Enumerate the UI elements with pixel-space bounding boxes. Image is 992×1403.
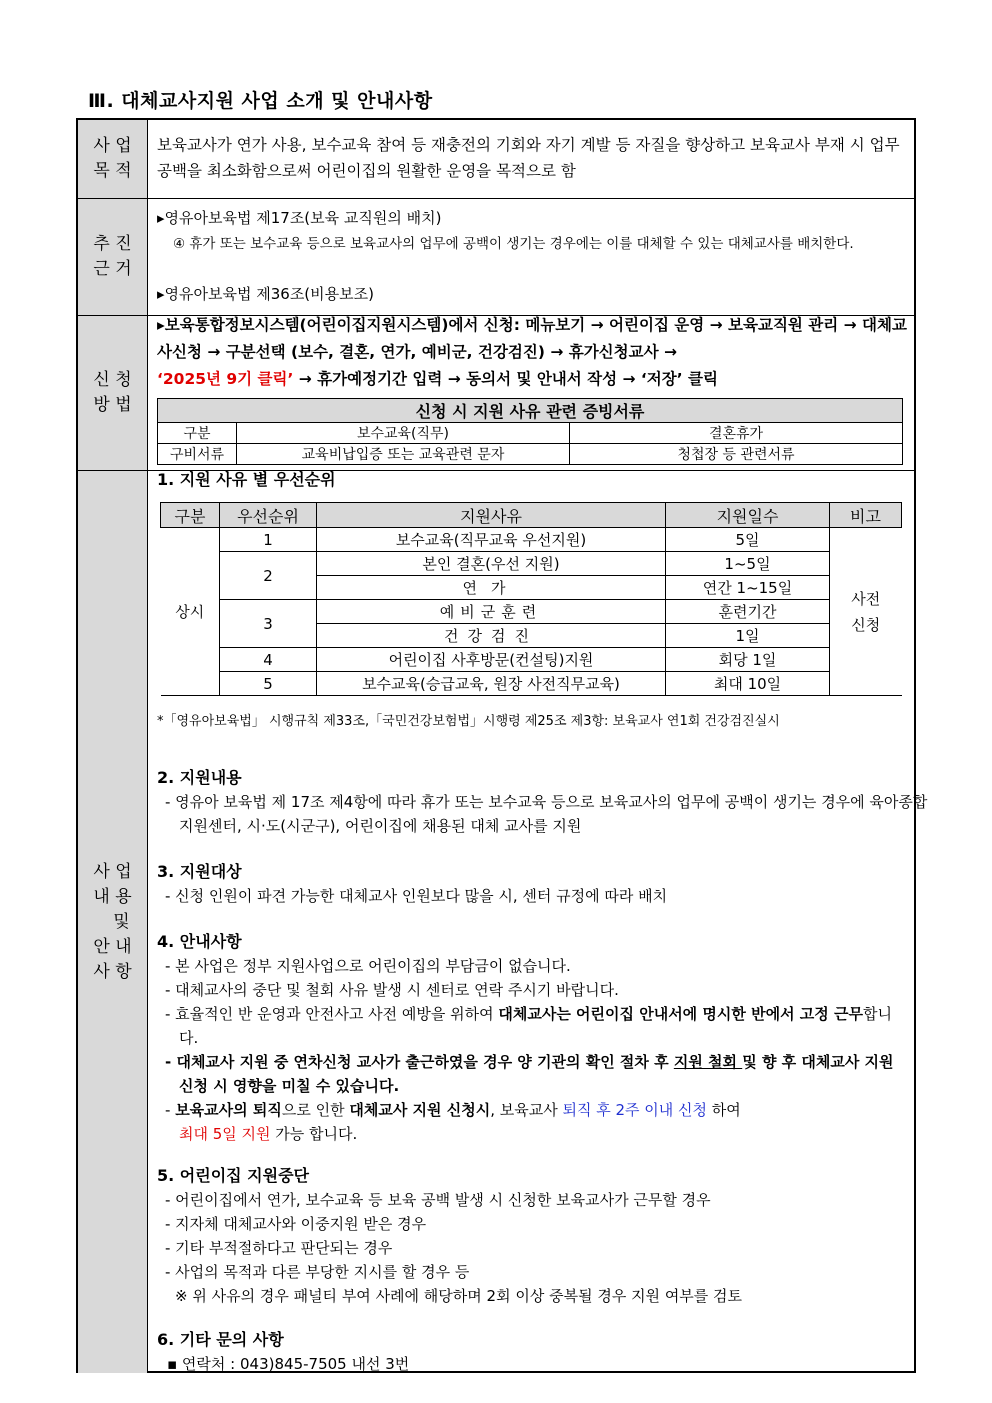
priority-rank: 2 bbox=[220, 552, 317, 600]
priority-days: 훈련기간 bbox=[666, 600, 830, 624]
basis-label: 추 진 근 거 bbox=[78, 199, 148, 315]
apply-label: 신 청 방 법 bbox=[78, 316, 148, 470]
priority-header: 비고 bbox=[830, 503, 902, 528]
basis-line1: ▸영유아보육법 제17조(보육 교직원의 배치) bbox=[157, 209, 442, 227]
priority-header: 우선순위 bbox=[220, 503, 317, 528]
priority-rank: 3 bbox=[220, 600, 317, 648]
info-table bbox=[76, 118, 928, 1373]
section5-title: 5. 어린이집 지원중단 bbox=[157, 1166, 309, 1185]
evidence-header: 신청 시 지원 사유 관련 증빙서류 bbox=[158, 399, 903, 423]
notice-line: - 대체교사 지원 중 연차신청 교사가 출근하였을 경우 양 기관의 확인 절차 후 지원 철회 및 향 후 대체교사 지원 신청 시 영향을 미칠 수 있습니다. bbox=[165, 1053, 894, 1095]
priority-reason: 연가 bbox=[317, 576, 666, 600]
priority-rank: 1 bbox=[220, 528, 317, 552]
priority-days: 5일 bbox=[666, 528, 830, 552]
priority-reason: 본인 결혼(우선 지원) bbox=[317, 552, 666, 576]
section4-title: 4. 안내사항 bbox=[157, 932, 242, 951]
footnote: *「영유아보육법」 시행규칙 제33조,「국민건강보험법」시행령 제25조 제3항: 보육교사 연1회 건강검진실시 bbox=[157, 714, 780, 729]
evidence-cell: 청첩장 등 관련서류 bbox=[570, 444, 903, 465]
priority-days: 1~5일 bbox=[666, 552, 830, 576]
priority-days: 1일 bbox=[666, 624, 830, 648]
section6-title: 6. 기타 문의 사항 bbox=[157, 1330, 284, 1349]
evidence-cell: 결혼휴가 bbox=[570, 423, 903, 444]
section4-body bbox=[157, 954, 909, 1146]
notice-line: - 대체교사의 중단 및 철회 사유 발생 시 센터로 연락 주시기 바랍니다. bbox=[165, 981, 619, 999]
suspend-note: ※ 위 사유의 경우 패널티 부여 사례에 해당하며 2회 이상 중복될 경우 지원 여부를 검토 bbox=[175, 1287, 743, 1305]
section2-title: 2. 지원내용 bbox=[157, 768, 242, 787]
priority-reason: 예비군훈련 bbox=[317, 600, 666, 624]
priority-reason: 보수교육(승급교육, 원장 사전직무교육) bbox=[317, 672, 666, 696]
apply-red-highlight: ‘2025년 9기 클릭’ bbox=[157, 370, 294, 388]
suspend-line: - 사업의 목적과 다른 부당한 지시를 할 경우 등 bbox=[165, 1263, 470, 1281]
notice-line: - 보육교사의 퇴직으로 인한 대체교사 지원 신청시, 보육교사 퇴직 후 2주 이내 신청 하여 최대 5일 지원 가능 합니다. bbox=[165, 1101, 741, 1143]
section1-title: 1. 지원 사유 별 우선순위 bbox=[157, 470, 336, 489]
priority-category: 상시 bbox=[161, 528, 220, 696]
section2-text: - 영유아 보육법 제 17조 제4항에 따라 휴가 또는 보수교육 등으로 보육교사의 업무에 공백이 생기는 경우에 육아종합지원센터, 시·도(시군구), 어린이집에 채용된 대체 교사를 지원 bbox=[165, 793, 928, 835]
evidence-cell: 보수교육(직무) bbox=[237, 423, 570, 444]
section3-text: - 신청 인원이 파견 가능한 대체교사 인원보다 많을 시, 센터 규정에 따라 배치 bbox=[165, 887, 668, 905]
priority-note: 사전 신청 bbox=[830, 528, 902, 696]
evidence-cell: 구비서류 bbox=[158, 444, 237, 465]
apply-steps: ▸보육통합정보시스템(어린이집지원시스템)에서 신청: 메뉴보기 → 어린이집 운영 → 보육교직원 관리 → 대체교사신청 → 구분선택 (보수, 결혼, 연가, 예비군, 건강검진) → 휴가신청교사 → ‘2025년 9기 클릭’ → 휴가예정기간 입력 → 동의서 및 안내서 작성 → ‘저장’ 클릭 bbox=[157, 316, 907, 388]
priority-reason: 어린이집 사후방문(컨설팅)지원 bbox=[317, 648, 666, 672]
suspend-line: - 어린이집에서 연가, 보수교육 등 보육 공백 발생 시 신청한 보육교사가 근무할 경우 bbox=[165, 1191, 711, 1209]
priority-days: 회당 1일 bbox=[666, 648, 830, 672]
purpose-text: 보육교사가 연가 사용, 보수교육 참여 등 재충전의 기회와 자기 계발 등 자질을 향상하고 보육교사 부재 시 업무 공백을 최소화함으로써 어린이집의 원활한 운영을 목적으로 함 bbox=[157, 136, 900, 180]
suspend-line: - 기타 부적절하다고 판단되는 경우 bbox=[165, 1239, 393, 1257]
evidence-table bbox=[157, 398, 903, 465]
evidence-cell: 교육비납입증 또는 교육관련 문자 bbox=[237, 444, 570, 465]
priority-header: 구분 bbox=[161, 503, 220, 528]
priority-table bbox=[160, 502, 902, 696]
row-divider bbox=[78, 198, 914, 199]
priority-days: 최대 10일 bbox=[666, 672, 830, 696]
priority-reason: 보수교육(직무교육 우선지원) bbox=[317, 528, 666, 552]
priority-header: 지원사유 bbox=[317, 503, 666, 528]
basis-line2: ④ 휴가 또는 보수교육 등으로 보육교사의 업무에 공백이 생기는 경우에는 이를 대체할 수 있는 대체교사를 배치한다. bbox=[173, 236, 854, 252]
content-label: 사 업 내 용 및 안 내 사 항 bbox=[78, 471, 148, 1373]
priority-reason: 건강검진 bbox=[317, 624, 666, 648]
contact-info: ▪ 연락처 : 043)845-7505 내선 3번 bbox=[167, 1355, 410, 1373]
evidence-cell: 구분 bbox=[158, 423, 237, 444]
suspend-line: - 지자체 대체교사와 이중지원 받은 경우 bbox=[165, 1215, 427, 1233]
page-title: Ⅲ. 대체교사지원 사업 소개 및 안내사항 bbox=[88, 90, 433, 112]
notice-line: - 본 사업은 정부 지원사업으로 어린이집의 부담금이 없습니다. bbox=[165, 957, 571, 975]
notice-line: - 효율적인 반 운영과 안전사고 사전 예방을 위하여 대체교사는 어린이집 안내서에 명시한 반에서 고정 근무합니다. bbox=[165, 1005, 892, 1047]
priority-rank: 5 bbox=[220, 672, 317, 696]
section5-body bbox=[157, 1188, 909, 1308]
priority-header: 지원일수 bbox=[666, 503, 830, 528]
basis-line3: ▸영유아보육법 제36조(비용보조) bbox=[157, 285, 374, 303]
purpose-label: 사 업 목 적 bbox=[78, 120, 148, 198]
priority-days: 연간 1~15일 bbox=[666, 576, 830, 600]
section3-title: 3. 지원대상 bbox=[157, 862, 242, 881]
priority-rank: 4 bbox=[220, 648, 317, 672]
